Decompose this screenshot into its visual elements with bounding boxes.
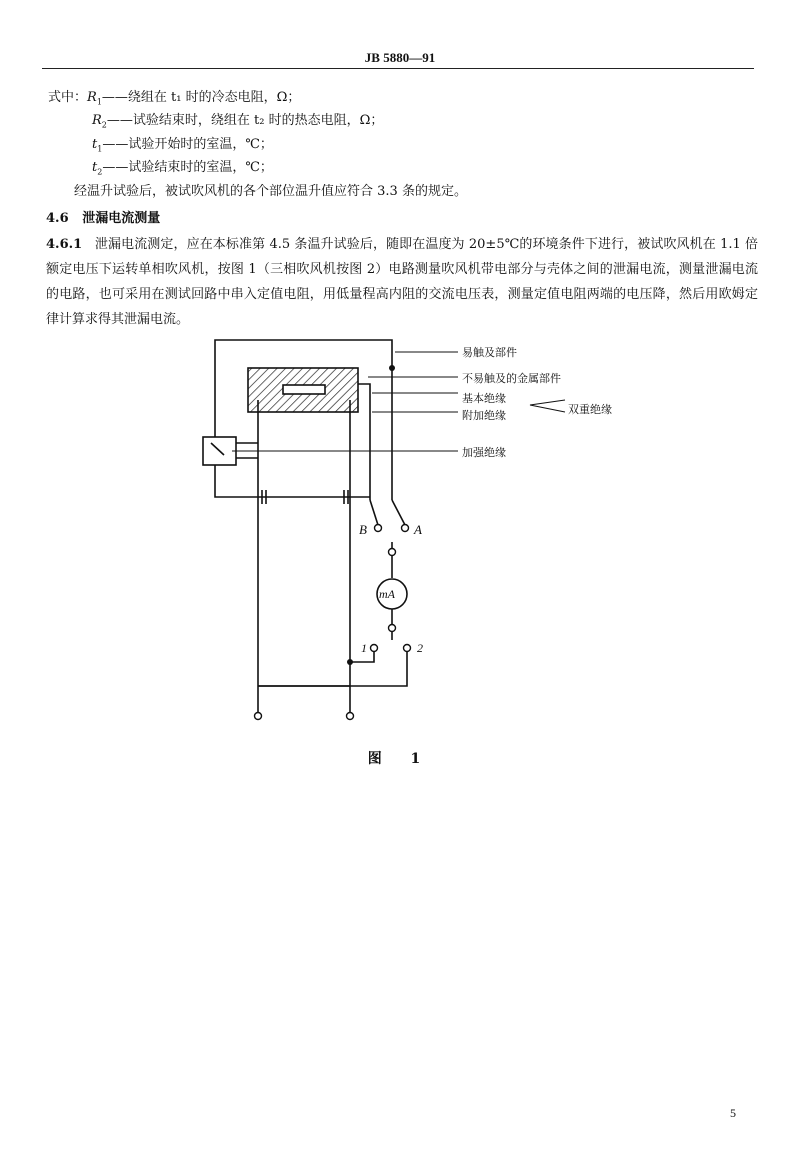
label-accessible-parts: 易触及部件 [462, 346, 517, 359]
r2-symbol: R [92, 113, 102, 128]
label-reinforced-insulation: 加强绝缘 [462, 446, 506, 459]
t1-symbol: t [92, 137, 98, 152]
terminal-2-wire [258, 651, 407, 686]
page-number: 5 [730, 1106, 736, 1120]
r2-description: ——试验结束时，绕组在 t₂ 时的热态电阻，Ω； [106, 113, 384, 128]
figure-caption: 图 1 [367, 751, 433, 767]
label-double-insulation: 双重绝缘 [568, 403, 612, 416]
label-inaccessible-metal: 不易触及的金属部件 [462, 372, 561, 385]
t2-symbol: t [92, 160, 98, 175]
switch-return-wire [215, 465, 370, 497]
switch-lever [211, 443, 224, 455]
label-basic-insulation: 基本绝缘 [462, 392, 506, 405]
clause-text: 泄漏电流测定，应在本标准第 4.5 条温升试验后，随即在温度为 20±5℃的环境条件下进行，被试吹风机在 1.1 倍额定电压下运转单相吹风机，按图 1（三相吹风机按图 2）电路测量吹风机带电部分与壳体之间的泄漏电流，测量泄漏电流的电路，也可采用在测试回路中串入定值电阻，用低量程高内阻的交流电压表，测量定值电阻两端的电压降，然后用欧姆定律计算求得其泄漏电流。 [46, 237, 758, 327]
label-terminal-a: A [414, 522, 422, 537]
inaccessible-metal-wire [358, 384, 370, 500]
t2-description: ——试验结束时的室温，℃； [102, 160, 273, 175]
label-milliammeter: mA [379, 587, 395, 601]
heating-element [283, 385, 325, 394]
r1-description: ——绕组在 t₁ 时的冷态电阻，Ω； [101, 90, 301, 105]
section-title: 泄漏电流测量 [82, 211, 161, 226]
t2-subscript: 2 [97, 167, 103, 177]
outer-enclosure-wire [215, 340, 392, 500]
temperature-rise-note: 经温升试验后，被试吹风机的各个部位温升值应符合 3.3 条的规定。 [74, 184, 467, 199]
clause-number: 4.6.1 [46, 237, 83, 252]
note-prefix: 式中： [48, 90, 88, 105]
t1-description: ——试验开始时的室温，℃； [102, 137, 273, 152]
label-terminal-b: B [359, 522, 367, 537]
section-number: 4.6 [46, 211, 69, 226]
terminal-b-wire [370, 500, 378, 525]
terminal-a-wire [392, 500, 405, 525]
label-terminal-2: 2 [417, 641, 423, 655]
r1-subscript: 1 [96, 97, 102, 107]
document-header: JB 5880—91 [364, 50, 436, 65]
t1-subscript: 1 [97, 144, 103, 154]
r2-subscript: 2 [101, 120, 107, 130]
label-supplementary-insulation: 附加绝缘 [462, 409, 506, 422]
r1-symbol: R [87, 90, 97, 105]
label-terminal-1: 1 [361, 641, 367, 655]
